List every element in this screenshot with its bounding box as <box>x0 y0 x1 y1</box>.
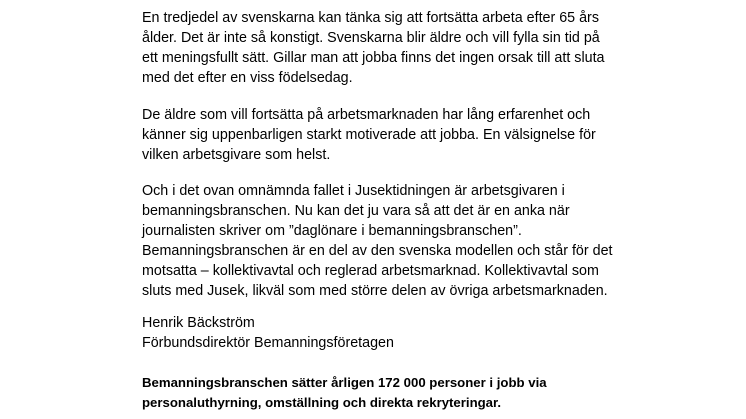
text-line: ålder. Det är inte så konstigt. Svenskarna blir äldre och vill fylla sin tid på <box>142 30 600 46</box>
text-line: motsatta – kollektivavtal och reglerad arbetsmarknad. Kollektivavtal som <box>142 263 599 279</box>
text-line: vilken arbetsgivare som helst. <box>142 147 331 163</box>
text-line: känner sig uppenbarligen starkt motiverade att jobba. En välsignelse för <box>142 127 596 143</box>
signature-title: Förbundsdirektör Bemanningsföretagen <box>142 335 394 351</box>
text-line: De äldre som vill fortsätta på arbetsmarknaden har lång erfarenhet och <box>142 107 591 123</box>
text-line: bemanningsbranschen. Nu kan det ju vara så att det är en anka när <box>142 203 570 219</box>
footer-line: personaluthyrning, omställning och direkta rekryteringar. <box>142 395 502 410</box>
text-line: sluts med Jusek, likväl som med större delen av övriga arbetsmarknaden. <box>142 283 608 299</box>
signature-name: Henrik Bäckström <box>142 315 255 331</box>
text-line: Bemanningsbranschen är en del av den svenska modellen och står för det <box>142 243 613 259</box>
footer-line: Bemanningsbranschen sätter årligen 172 000 personer i jobb via <box>142 375 547 390</box>
text-line: En tredjedel av svenskarna kan tänka sig att fortsätta arbeta efter 65 års <box>142 10 599 26</box>
text-line: Och i det ovan omnämnda fallet i Jusektidningen är arbetsgivaren i <box>142 183 565 199</box>
text-line: journalisten skriver om ”daglönare i bemanningsbranschen”. <box>142 223 522 239</box>
text-line: med det efter en viss födelsedag. <box>142 70 353 86</box>
text-line: ett meningsfullt sätt. Gillar man att jobba finns det ingen orsak till att sluta <box>142 50 605 66</box>
